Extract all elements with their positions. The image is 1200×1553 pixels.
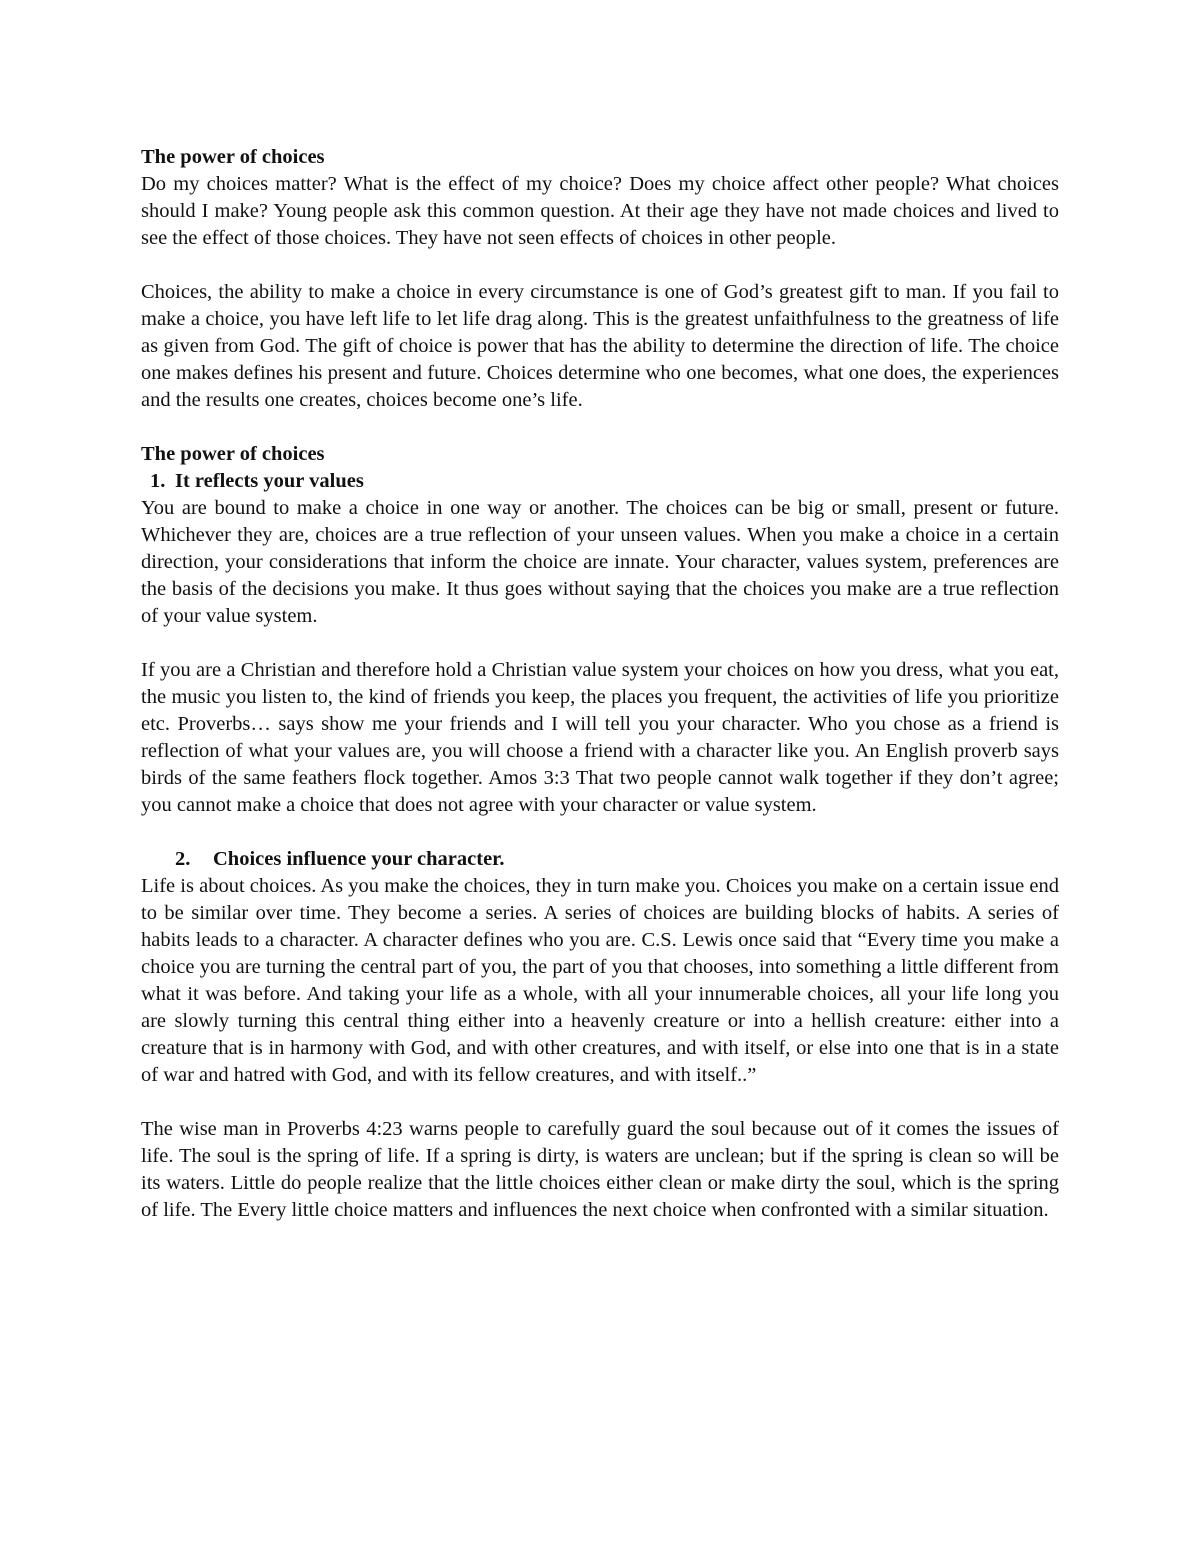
intro-paragraph: Do my choices matter? What is the effect of my choice? Does my choice affect other people? What choices should I make? Young people ask this common question. At their age they have not made choices and lived to see the effect of those choices. They have not seen effects of choices in other people. [141,173,1059,249]
list-item-1-title: It reflects your values [175,470,364,492]
gift-of-choice-paragraph: Choices, the ability to make a choice in every circumstance is one of God’s greatest gift to man. If you fail to make a choice, you have left life to let life drag along. This is the greatest unfaithfulness to the greatness of life as given from God. The gift of choice is power that has the ability to determine the direction of life. The choice one makes defines his present and future. Choices determine who one becomes, what one does, the experiences and the results one creates, choices become one’s life. [141,281,1059,411]
spacer [141,819,1059,846]
list-item-2-heading [141,846,1059,873]
list-number-1: 1. [150,470,166,492]
spacer [141,252,1059,279]
list-item-2-title: Choices influence your character. [213,848,505,870]
section-title-1: The power of choices [141,146,325,168]
document-page [141,144,1059,1224]
list-item-1-heading [141,468,1059,495]
spacer [141,630,1059,657]
spacer [141,414,1059,441]
character-paragraph: Life is about choices. As you make the choices, they in turn make you. Choices you make on a certain issue end to be similar over time. They become a series. A series of choices are building blocks of habits. A series of habits leads to a character. A character defines who you are. C.S. Lewis once said that “Every time you make a choice you are turning the central part of you, the part of you that chooses, into something a little different from what it was before. And taking your life as a whole, with all your innumerable choices, all your life long you are slowly turning this central thing either into a heavenly creature or into a hellish creature: either into a creature that is in harmony with God, and with other creatures, and with itself, or else into one that is in a state of war and hatred with God, and with its fellow creatures, and with itself..” [141,875,1059,1086]
spacer [141,1089,1059,1116]
proverbs-paragraph: The wise man in Proverbs 4:23 warns people to carefully guard the soul because out of it comes the issues of life. The soul is the spring of life. If a spring is dirty, is waters are unclean; but if the spring is clean so will be its waters. Little do people realize that the little choices either clean or make dirty the soul, which is the spring of life. The Every little choice matters and influences the next choice when confronted with a similar situation. [141,1118,1059,1221]
values-paragraph: You are bound to make a choice in one way or another. The choices can be big or small, present or future. Whichever they are, choices are a true reflection of your unseen values. When you make a choice in a certain direction, your considerations that inform the choice are innate. Your character, values system, preferences are the basis of the decisions you make. It thus goes without saying that the choices you make are a true reflection of your value system. [141,497,1059,627]
section-title-2: The power of choices [141,443,325,465]
list-number-2: 2. [175,848,191,870]
christian-values-paragraph: If you are a Christian and therefore hold a Christian value system your choices on how you dress, what you eat, the music you listen to, the kind of friends you keep, the places you frequent, the activities of life you prioritize etc. Proverbs… says show me your friends and I will tell you your character. Who you chose as a friend is reflection of what your values are, you will choose a friend with a character like you. An English proverb says birds of the same feathers flock together. Amos 3:3 That two people cannot walk together if they don’t agree; you cannot make a choice that does not agree with your character or value system. [141,659,1059,816]
